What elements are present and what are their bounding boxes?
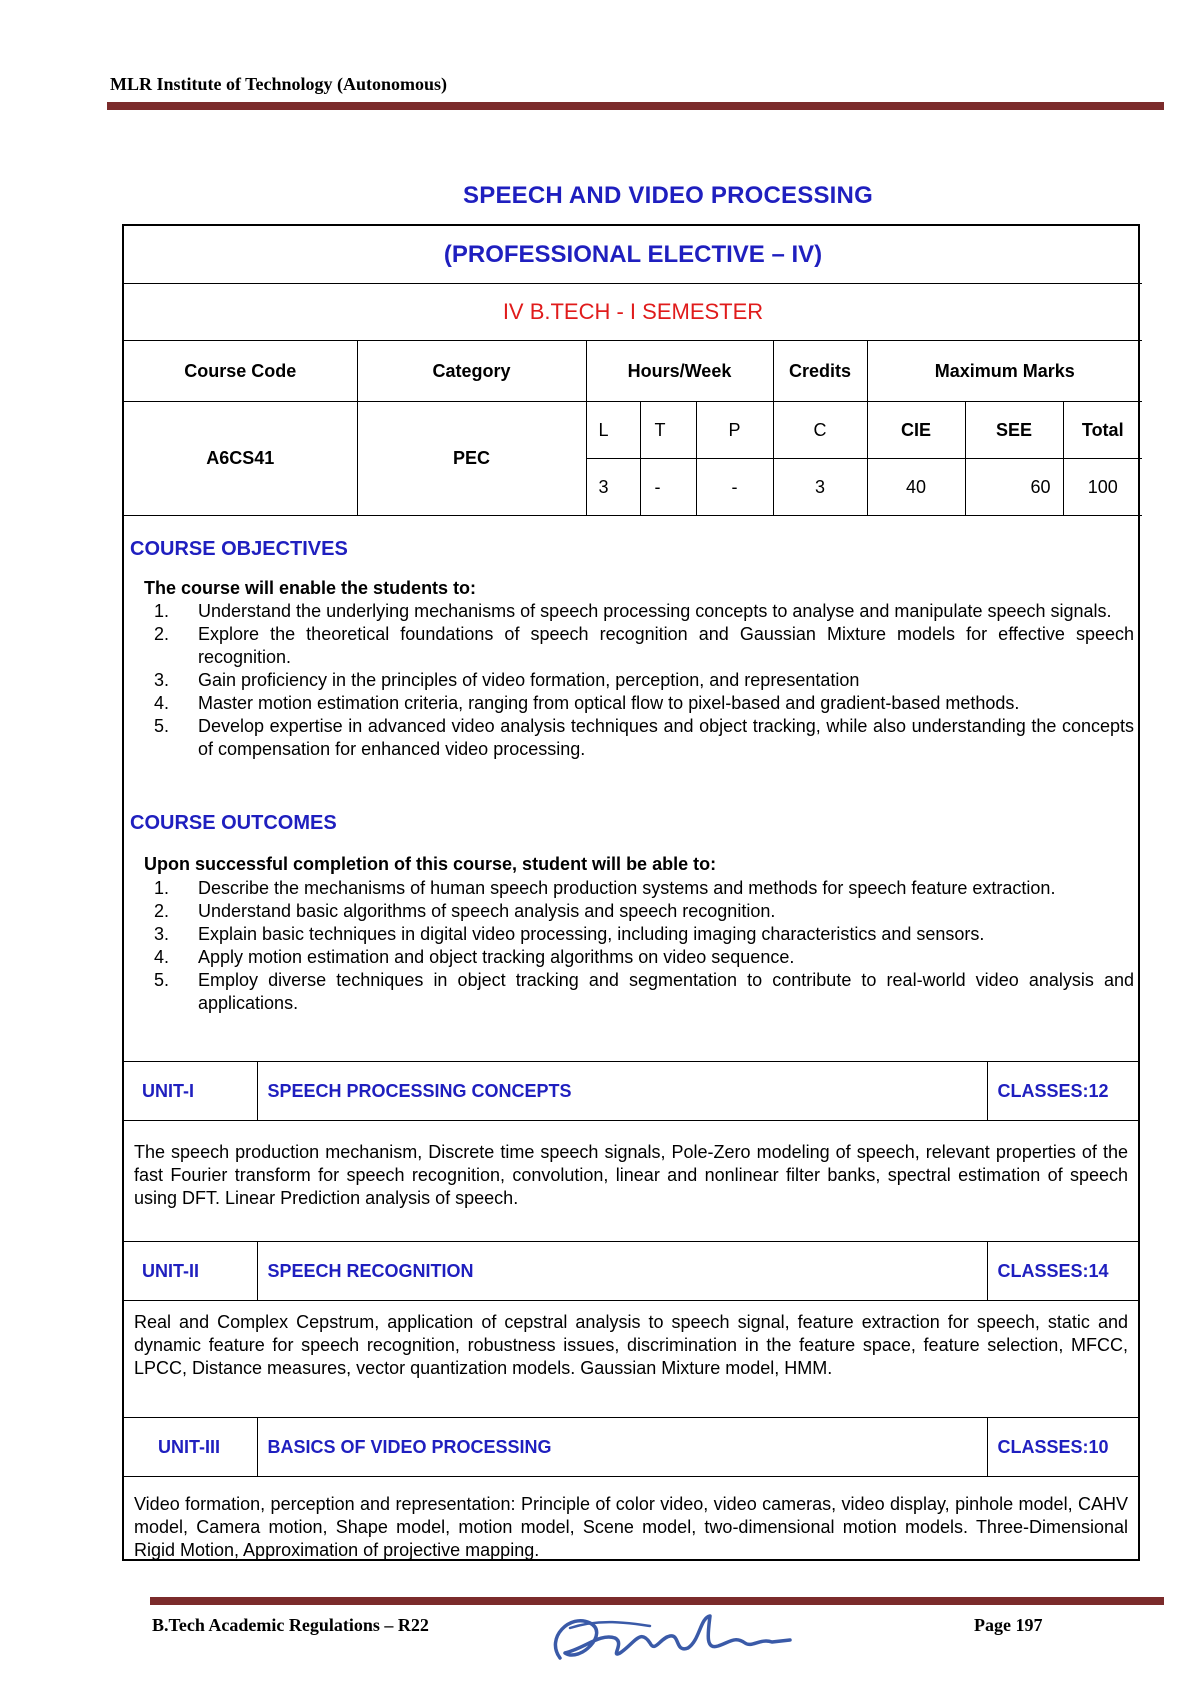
outcome-item: 4. Apply motion estimation and object tracking algorithms on video sequence. [154, 947, 795, 967]
units-table [124, 1062, 1138, 1599]
header-rule [107, 102, 1164, 110]
objectives-list [124, 600, 1134, 761]
category-value: PEC [357, 402, 586, 516]
value-t: - [640, 459, 696, 516]
objective-item: 5. Develop expertise in advanced video analysis techniques and object tracking, while also understanding the concepts of compensation for enhanced video processing. [154, 716, 1134, 759]
outcomes-list [124, 877, 1134, 1015]
value-cie: 40 [867, 459, 965, 516]
unit-3-classes: CLASSES:10 [987, 1418, 1138, 1477]
outcome-item: 5. Employ diverse techniques in object tracking and segmentation to contribute to real-world video analysis and applications. [154, 970, 1134, 1013]
signature-image [540, 1598, 800, 1678]
subheader-p: P [696, 402, 773, 459]
unit-1-title: SPEECH PROCESSING CONCEPTS [257, 1062, 987, 1121]
header-credits: Credits [773, 341, 867, 402]
course-title: SPEECH AND VIDEO PROCESSING [463, 182, 873, 209]
outcomes-intro: Upon successful completion of this course, student will be able to: [144, 854, 717, 874]
unit-1-label: UNIT-I [124, 1062, 257, 1121]
outcomes-title: COURSE OUTCOMES [130, 812, 337, 834]
course-frame [122, 224, 1140, 1561]
footer-page-number: Page 197 [974, 1615, 1043, 1635]
outcome-item: 3. Explain basic techniques in digital video processing, including imaging characteristics and sensors. [154, 924, 985, 944]
objectives-outcomes-section [124, 516, 1138, 1062]
institute-header: MLR Institute of Technology (Autonomous) [110, 74, 448, 94]
value-total: 100 [1063, 459, 1142, 516]
unit-2-title: SPEECH RECOGNITION [257, 1242, 987, 1301]
subheader-see: SEE [965, 402, 1063, 459]
outcome-item: 2. Understand basic algorithms of speech analysis and speech recognition. [154, 901, 776, 921]
header-max-marks: Maximum Marks [867, 341, 1142, 402]
unit-2-description: Real and Complex Cepstrum, application of cepstral analysis to speech signal, feature extraction for speech, static and dynamic feature for speech recognition, robustness issues, discrimination in the feature space, feature selection, MFCC, LPCC, Distance measures, vector quantization models. Gaussian Mixture model, HMM. [124, 1301, 1138, 1418]
subheader-l: L [586, 402, 640, 459]
objective-item: 2. Explore the theoretical foundations of speech recognition and Gaussian Mixture models for effective speech recognition. [154, 624, 1134, 667]
unit-3-title: BASICS OF VIDEO PROCESSING [257, 1418, 987, 1477]
objective-item: 4. Master motion estimation criteria, ranging from optical flow to pixel-based and gradient-based methods. [154, 693, 1020, 713]
course-info-table [124, 226, 1142, 516]
subheader-cie: CIE [867, 402, 965, 459]
outcome-item: 1. Describe the mechanisms of human speech production systems and methods for speech feature extraction. [154, 878, 1056, 898]
header-course-code: Course Code [124, 341, 357, 402]
header-category: Category [357, 341, 586, 402]
value-see: 60 [965, 459, 1063, 516]
objective-item: 1. Understand the underlying mechanisms of speech processing concepts to analyse and manipulate speech signals. [154, 601, 1112, 621]
value-l: 3 [586, 459, 640, 516]
unit-1-description: The speech production mechanism, Discrete time speech signals, Pole-Zero modeling of speech, relevant properties of the fast Fourier transform for speech recognition, convolution, linear and nonlinear filter banks, spectral estimation of speech using DFT. Linear Prediction analysis of speech. [124, 1121, 1138, 1242]
footer-regulations: B.Tech Academic Regulations – R22 [152, 1615, 429, 1635]
unit-2-label: UNIT-II [124, 1242, 257, 1301]
unit-3-description: Video formation, perception and representation: Principle of color video, video cameras, video display, pinhole model, CAHV model, Camera motion, Shape model, motion model, Scene model, two-dimensional motion models. Three-Dimensional Rigid Motion, Approximation of projective mapping. [124, 1477, 1138, 1600]
objectives-intro: The course will enable the students to: [144, 578, 477, 598]
subheader-total: Total [1063, 402, 1142, 459]
semester-label: IV B.TECH - I SEMESTER [124, 284, 1142, 341]
unit-1-classes: CLASSES:12 [987, 1062, 1138, 1121]
objectives-title: COURSE OBJECTIVES [130, 538, 348, 560]
elective-label: (PROFESSIONAL ELECTIVE – IV) [124, 226, 1142, 284]
subheader-t: T [640, 402, 696, 459]
course-code-value: A6CS41 [124, 402, 357, 516]
unit-2-classes: CLASSES:14 [987, 1242, 1138, 1301]
value-c: 3 [773, 459, 867, 516]
header-hours-week: Hours/Week [586, 341, 773, 402]
value-p: - [696, 459, 773, 516]
subheader-c: C [773, 402, 867, 459]
objective-item: 3. Gain proficiency in the principles of video formation, perception, and representation [154, 670, 860, 690]
unit-3-label: UNIT-III [124, 1418, 257, 1477]
